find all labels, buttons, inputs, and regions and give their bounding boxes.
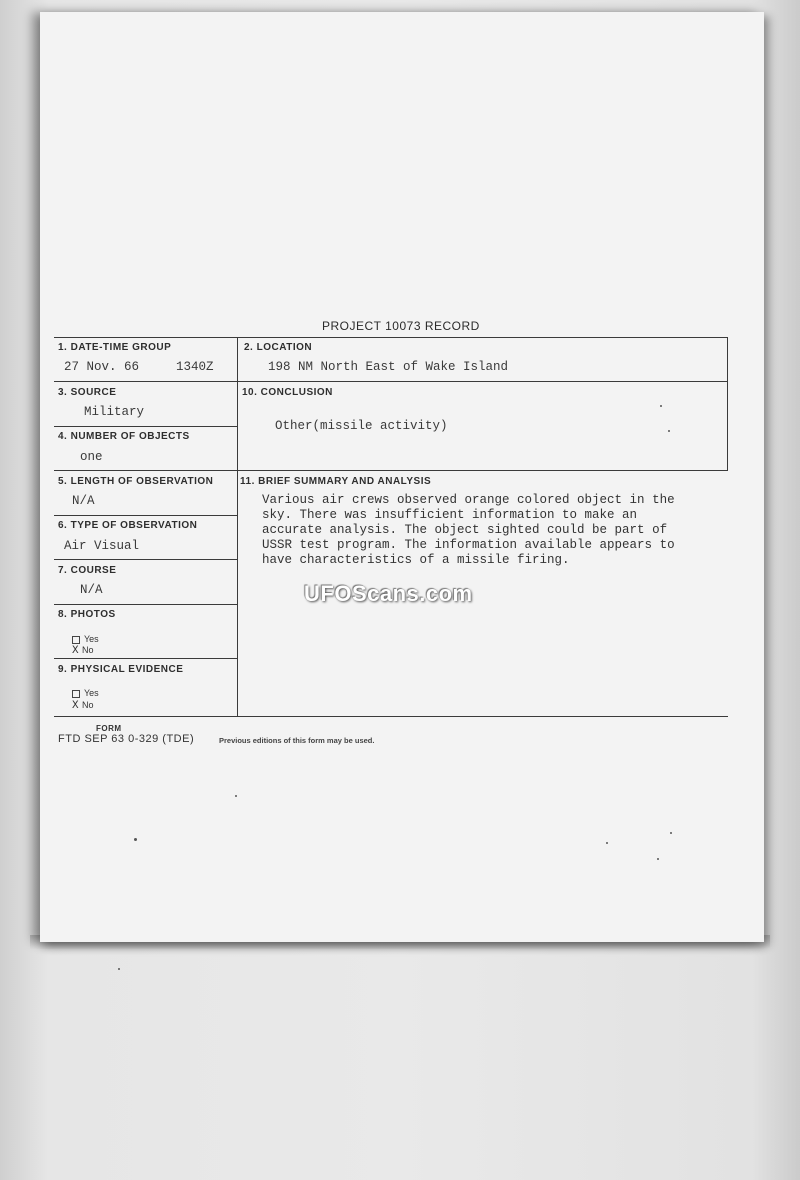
scan-speck bbox=[657, 858, 659, 860]
checkbox-marked-icon: X bbox=[72, 700, 79, 712]
scan-speck bbox=[668, 430, 670, 432]
course-label: 7. COURSE bbox=[58, 565, 117, 576]
photos-no-option bbox=[72, 645, 94, 657]
physical-evidence-label: 9. PHYSICAL EVIDENCE bbox=[58, 664, 184, 675]
conclusion-value: Other(missile activity) bbox=[275, 419, 448, 433]
footer-form-label: FORM bbox=[96, 724, 122, 733]
summary-text: Various air crews observed orange colored object in the sky. There was insufficient information to make an accurate analysis. The object sighted could be part of USSR test program. The information available appears to have characteristics of a missile firing. bbox=[262, 493, 675, 567]
conclusion-label: 10. CONCLUSION bbox=[242, 387, 333, 398]
photos-label: 8. PHOTOS bbox=[58, 609, 116, 620]
photos-yes-label: Yes bbox=[84, 634, 99, 644]
physical-evidence-yes-label: Yes bbox=[84, 688, 99, 698]
type-of-observation-label: 6. TYPE OF OBSERVATION bbox=[58, 520, 198, 531]
scan-speck bbox=[670, 832, 672, 834]
rule-source bbox=[54, 426, 237, 427]
number-of-objects-value: one bbox=[80, 450, 103, 464]
course-value: N/A bbox=[80, 583, 103, 597]
length-of-observation-value: N/A bbox=[72, 494, 95, 508]
time-value: 1340Z bbox=[176, 360, 214, 374]
location-label: 2. LOCATION bbox=[244, 342, 313, 353]
rule-right bbox=[727, 337, 728, 471]
physical-evidence-no-label: No bbox=[82, 700, 94, 710]
physical-evidence-no-option bbox=[72, 700, 94, 712]
date-time-group-label: 1. DATE-TIME GROUP bbox=[58, 342, 172, 353]
source-label: 3. SOURCE bbox=[58, 387, 117, 398]
length-of-observation-label: 5. LENGTH OF OBSERVATION bbox=[58, 476, 214, 487]
checkbox-empty-icon bbox=[72, 636, 80, 644]
source-value: Military bbox=[84, 405, 145, 419]
scan-speck bbox=[134, 838, 137, 841]
location-value: 198 NM North East of Wake Island bbox=[268, 360, 509, 374]
rule-divider bbox=[237, 337, 238, 717]
rule-row1 bbox=[54, 381, 728, 382]
photos-yes-option bbox=[72, 634, 99, 644]
scan-speck bbox=[235, 795, 237, 797]
watermark: UFOScans.com bbox=[304, 581, 473, 606]
number-of-objects-label: 4. NUMBER OF OBJECTS bbox=[58, 431, 190, 442]
footer-form-code: FTD SEP 63 0-329 (TDE) bbox=[58, 733, 195, 745]
scan-speck bbox=[118, 968, 120, 970]
rule-course bbox=[54, 604, 237, 605]
rule-type bbox=[54, 559, 237, 560]
scan-speck bbox=[660, 405, 662, 407]
document-title: PROJECT 10073 RECORD bbox=[322, 319, 480, 333]
footer-note: Previous editions of this form may be used. bbox=[219, 736, 375, 745]
rule-bottom bbox=[54, 716, 728, 717]
checkbox-marked-icon: X bbox=[72, 645, 79, 657]
rule-photos bbox=[54, 658, 237, 659]
scan-speck bbox=[606, 842, 608, 844]
record-form bbox=[54, 337, 728, 717]
type-of-observation-value: Air Visual bbox=[64, 539, 140, 553]
rule-top bbox=[54, 337, 728, 338]
physical-evidence-yes-option bbox=[72, 688, 99, 698]
date-value: 27 Nov. 66 bbox=[64, 360, 140, 374]
rule-row3 bbox=[54, 470, 728, 471]
photos-no-label: No bbox=[82, 645, 94, 655]
summary-label: 11. BRIEF SUMMARY AND ANALYSIS bbox=[240, 476, 432, 487]
rule-length bbox=[54, 515, 237, 516]
checkbox-empty-icon bbox=[72, 690, 80, 698]
